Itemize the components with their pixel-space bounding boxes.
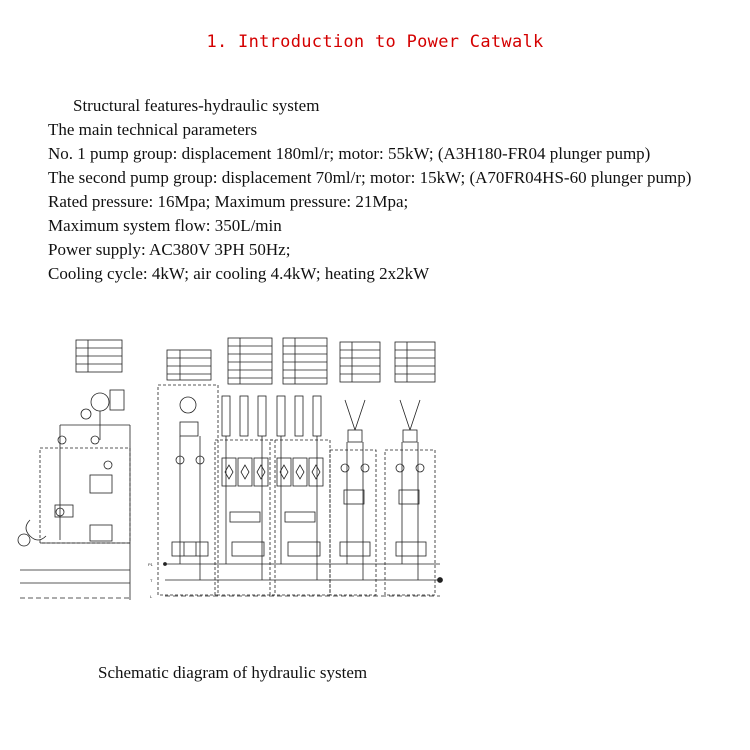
diagram-caption: Schematic diagram of hydraulic system xyxy=(98,663,368,682)
directional-valve-symbol xyxy=(172,542,208,556)
line-label-l: L xyxy=(150,594,153,599)
param-line: Maximum system flow: 350L/min xyxy=(48,216,282,235)
param-line: No. 1 pump group: displacement 180ml/r; motor: 55kW; (A3H180-FR04 plunger pump) xyxy=(48,144,651,163)
line-label-p1: P1 xyxy=(148,562,153,567)
hydraulic-schematic-diagram xyxy=(0,330,750,610)
params-heading: The main technical parameters xyxy=(48,120,258,139)
param-line: The second pump group: displacement 70ml/r; motor: 15kW; (A70FR04HS-60 plunger pump) xyxy=(48,168,692,187)
page-title: 1. Introduction to Power Catwalk xyxy=(206,32,544,52)
pump-station-frame xyxy=(40,448,130,543)
param-line: Rated pressure: 16Mpa; Maximum pressure: 21Mpa; xyxy=(48,192,409,211)
section-heading: Structural features-hydraulic system xyxy=(73,96,320,115)
line-label-t: T xyxy=(150,578,153,583)
param-line: Power supply: AC380V 3PH 50Hz; xyxy=(48,240,291,259)
pump-symbol xyxy=(91,393,109,411)
param-line: Cooling cycle: 4kW; air cooling 4.4kW; heating 2x2kW xyxy=(48,264,430,283)
